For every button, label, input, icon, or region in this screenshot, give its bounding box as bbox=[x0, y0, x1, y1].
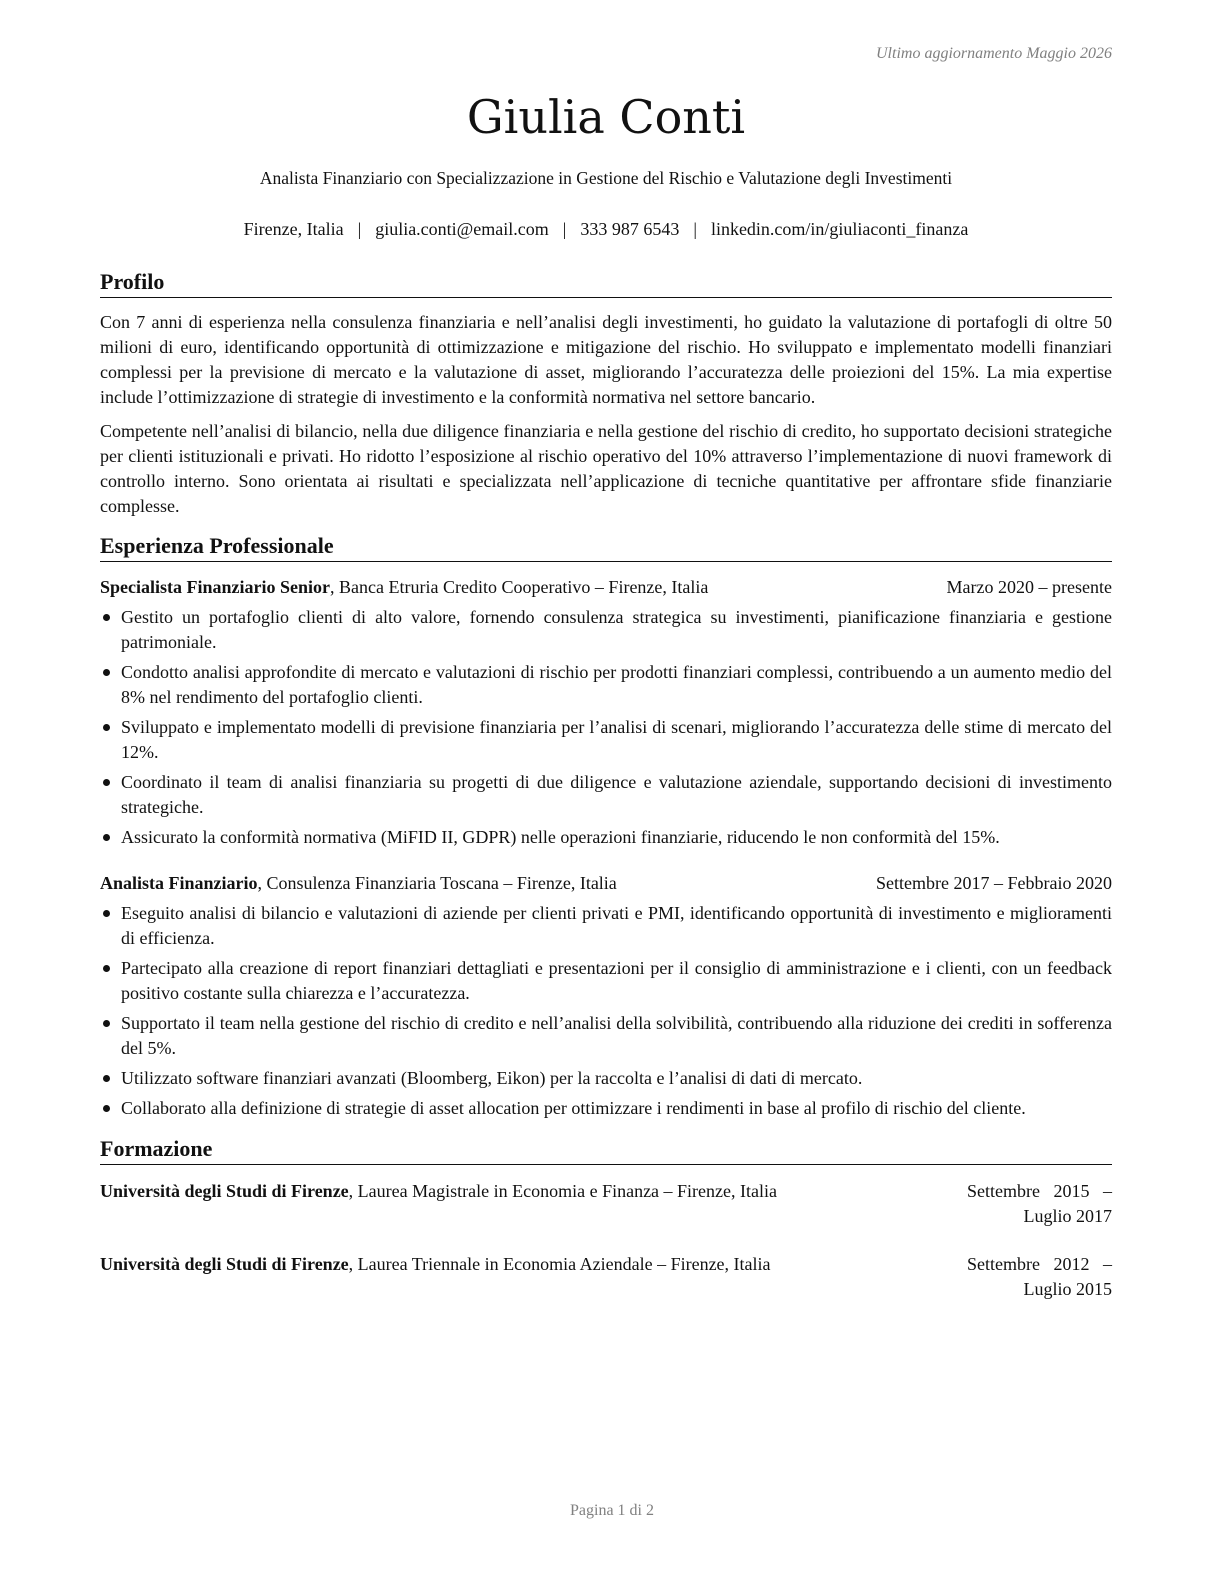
list-item: Sviluppato e implementato modelli di previsione finanziaria per l’analisi di scenari, migliorando l’accuratezza delle stime di mercato del 12%. bbox=[100, 715, 1112, 765]
education-school: Università degli Studi di Firenze bbox=[100, 1254, 349, 1274]
contact-phone[interactable]: 333 987 6543 bbox=[580, 219, 680, 239]
education-entry bbox=[100, 1252, 1112, 1302]
education-degree: , Laurea Magistrale in Economia e Finanza – Firenze, Italia bbox=[348, 1181, 777, 1201]
job-company: , Consulenza Finanziaria Toscana – Firenze, Italia bbox=[257, 873, 617, 893]
profile-paragraph: Competente nell’analisi di bilancio, nella due diligence finanziaria e nella gestione del rischio di credito, ho supportato decisioni strategiche per clienti istituzionali e privati. Ho ridotto l’esposizione al rischio operativo del 10% attraverso l’implementazione di nuovi framework di controllo interno. Sono orientata ai risultati e specializzata nell’applicazione di tecniche quantitative per affrontare sfide finanziarie complesse. bbox=[100, 421, 1112, 516]
section-title-education: Formazione bbox=[100, 1135, 1112, 1165]
education-degree: , Laurea Triennale in Economia Aziendale – Firenze, Italia bbox=[348, 1254, 771, 1274]
list-item: Eseguito analisi di bilancio e valutazioni di aziende per clienti privati e PMI, identificando opportunità di investimento e miglioramenti di efficienza. bbox=[100, 901, 1112, 951]
bullet-icon bbox=[103, 834, 110, 841]
job-bullets bbox=[100, 605, 1112, 850]
experience-section bbox=[100, 532, 1112, 1121]
list-item: Condotto analisi approfondite di mercato e valutazioni di rischio per prodotti finanziari complessi, contribuendo a un aumento medio del 8% nel rendimento del portafoglio clienti. bbox=[100, 660, 1112, 710]
job-company: , Banca Etruria Credito Cooperativo – Firenze, Italia bbox=[330, 577, 709, 597]
bullet-icon bbox=[103, 910, 110, 917]
job-dates: Settembre 2017 – Febbraio 2020 bbox=[876, 873, 1112, 893]
job-bullets bbox=[100, 901, 1112, 1121]
job-header bbox=[100, 575, 1112, 600]
education-dates: Settembre 2012 – Luglio 2015 bbox=[967, 1254, 1112, 1299]
list-item: Collaborato alla definizione di strategie di asset allocation per ottimizzare i rendimenti in base al profilo di rischio del cliente. bbox=[100, 1096, 1112, 1121]
profile-paragraph: Con 7 anni di esperienza nella consulenza finanziaria e nell’analisi degli investimenti, ho guidato la valutazione di portafogli di oltre 50 milioni di euro, identificando opportunità di ottimizzazione e mitigazione del rischio. Ho sviluppato e implementato modelli finanziari complessi per la previsione di mercato e la valutazione di asset, migliorando l’accuratezza delle proiezioni del 15%. La mia expertise include l’ottimizzazione di strategie di investimento e la conformità normativa nel settore bancario. bbox=[100, 312, 1112, 407]
bullet-icon bbox=[103, 965, 110, 972]
contact-location: Firenze, Italia bbox=[243, 219, 344, 239]
job-role: Analista Finanziario bbox=[100, 873, 258, 893]
job-dates: Marzo 2020 – presente bbox=[946, 577, 1112, 597]
list-item: Assicurato la conformità normativa (MiFID II, GDPR) nelle operazioni finanziarie, riducendo le non conformità del 15%. bbox=[100, 825, 1112, 850]
list-item: Gestito un portafoglio clienti di alto valore, fornendo consulenza strategica su investimenti, pianificazione finanziaria e gestione patrimoniale. bbox=[100, 605, 1112, 655]
last-updated: Ultimo aggiornamento Maggio 2026 bbox=[876, 45, 1112, 62]
contact-separator: | bbox=[562, 219, 567, 239]
resume-content bbox=[100, 88, 1112, 1302]
bullet-icon bbox=[103, 1105, 110, 1112]
education-section bbox=[100, 1135, 1112, 1302]
section-title-experience: Esperienza Professionale bbox=[100, 532, 1112, 562]
bullet-icon bbox=[103, 779, 110, 786]
list-item: Supportato il team nella gestione del rischio di credito e nell’analisi della solvibilità, contribuendo alla riduzione dei crediti in sofferenza del 5%. bbox=[100, 1011, 1112, 1061]
list-item: Partecipato alla creazione di report finanziari dettagliati e presentazioni per il consiglio di amministrazione e i clienti, con un feedback positivo costante sulla chiarezza e l’accuratezza. bbox=[100, 956, 1112, 1006]
bullet-icon bbox=[103, 724, 110, 731]
list-item: Utilizzato software finanziari avanzati (Bloomberg, Eikon) per la raccolta e l’analisi di dati di mercato. bbox=[100, 1066, 1112, 1091]
section-title-profile: Profilo bbox=[100, 268, 1112, 298]
bullet-icon bbox=[103, 669, 110, 676]
contact-separator: | bbox=[357, 219, 362, 239]
job-header bbox=[100, 871, 1112, 896]
bullet-icon bbox=[103, 1075, 110, 1082]
contact-linkedin[interactable]: linkedin.com/in/giuliaconti_finanza bbox=[710, 219, 969, 239]
list-item: Coordinato il team di analisi finanziaria su progetti di due diligence e valutazione aziendale, supportando decisioni di investimento strategiche. bbox=[100, 770, 1112, 820]
contact-separator: | bbox=[693, 219, 697, 239]
job-role: Specialista Finanziario Senior bbox=[100, 577, 331, 597]
education-dates: Settembre 2015 – Luglio 2017 bbox=[967, 1181, 1112, 1226]
education-entry bbox=[100, 1179, 1112, 1229]
contact-line bbox=[100, 217, 1112, 241]
headline: Analista Finanziario con Specializzazione in Gestione del Rischio e Valutazione degli Investimenti bbox=[259, 168, 953, 188]
bullet-icon bbox=[103, 1020, 110, 1027]
bullet-icon bbox=[103, 614, 110, 621]
education-school: Università degli Studi di Firenze bbox=[100, 1181, 349, 1201]
profile-section bbox=[100, 268, 1112, 519]
candidate-name: Giulia Conti bbox=[466, 90, 746, 144]
page-number: Pagina 1 di 2 bbox=[570, 1502, 654, 1519]
contact-email[interactable]: giulia.conti@email.com bbox=[375, 219, 549, 239]
